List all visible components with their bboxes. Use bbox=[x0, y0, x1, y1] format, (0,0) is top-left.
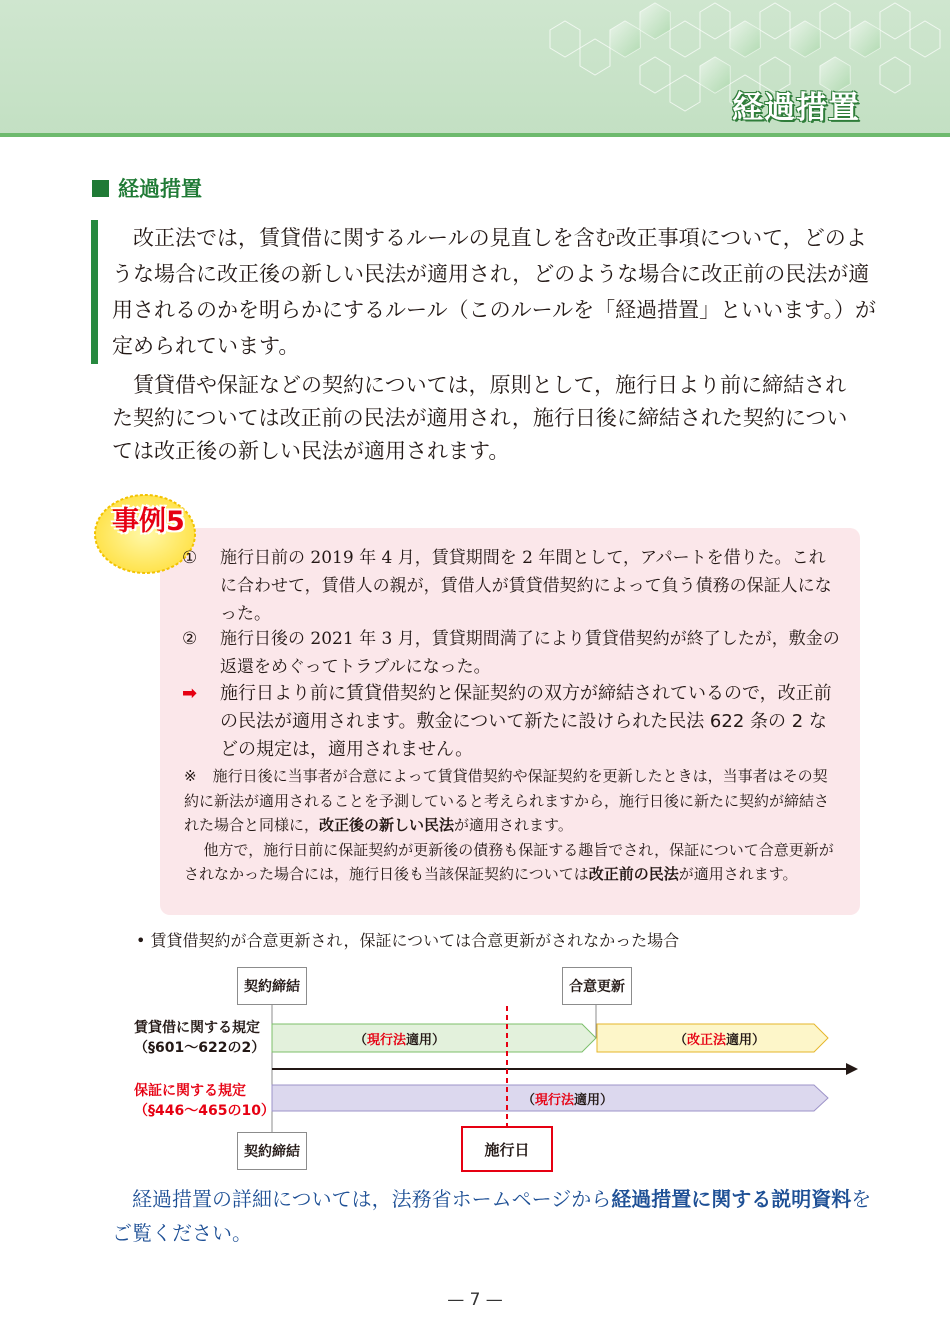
case-item-2 bbox=[182, 625, 842, 681]
note-text: が適用されます。 bbox=[454, 816, 573, 834]
case-item-text: 施行日後の 2021 年 3 月，賃貸期間満了により賃貸借契約が終了したが，敷金の返還をめぐってトラブルになった。 bbox=[220, 629, 840, 677]
renewal-label: 合意更新 bbox=[562, 967, 632, 1005]
row-label-lease bbox=[134, 1018, 265, 1058]
effective-date-label: 施行日 bbox=[461, 1126, 553, 1172]
law-suffix: 適用） bbox=[726, 1033, 766, 1048]
case-result bbox=[182, 680, 842, 764]
note-emphasis: 改正後の新しい民法 bbox=[319, 816, 455, 834]
body-paragraph: 賃貸借や保証などの契約については，原則として，施行日より前に締結された契約については改正前の民法が適用され，施行日後に締結された契約については改正後の新しい民法が適用されます。 bbox=[112, 373, 848, 463]
note-emphasis: 改正前の民法 bbox=[588, 865, 679, 883]
note-text: 他方で，施行日前に保証契約が更新後の債務も保証する趣旨でされ，保証について合意更新がされなかった場合には，施行日後も当該保証契約については bbox=[184, 840, 834, 883]
bar-label-revised-law bbox=[674, 1029, 765, 1048]
time-axis-arrowhead bbox=[846, 1063, 858, 1075]
law-suffix: 適用） bbox=[406, 1033, 446, 1048]
header-title: 経過措置 bbox=[732, 90, 860, 126]
timeline-diagram bbox=[0, 958, 950, 1173]
case-item-number: ① bbox=[182, 548, 198, 568]
paren: （ bbox=[674, 1033, 688, 1048]
law-name: 改正法 bbox=[687, 1033, 727, 1048]
bar-label-current-law bbox=[354, 1029, 445, 1048]
case-item-number: ② bbox=[182, 629, 198, 649]
note-paragraph-2 bbox=[184, 838, 840, 887]
page-header-band bbox=[0, 0, 950, 137]
square-bullet-icon bbox=[92, 180, 109, 197]
contract-label-bottom: 契約締結 bbox=[237, 1132, 307, 1170]
bar-label-guarantee-law bbox=[522, 1089, 613, 1108]
note-text: が適用されます。 bbox=[678, 865, 798, 883]
footer-text: 経過措置の詳細については，法務省ホームページから bbox=[132, 1187, 612, 1211]
page-number: — 7 — bbox=[447, 1290, 503, 1310]
hexagon-pattern bbox=[510, 0, 950, 133]
law-name: 現行法 bbox=[535, 1093, 575, 1108]
footer-link-text[interactable]: 経過措置に関する説明資料 bbox=[611, 1187, 852, 1211]
footer-paragraph bbox=[112, 1182, 872, 1250]
diagram-caption: • 賃貸借契約が合意更新され，保証については合意更新がされなかった場合 bbox=[136, 931, 680, 950]
lead-paragraph: 改正法では，賃貸借に関するルールの見直しを含む改正事項について，どのような場合に改正後の新しい民法が適用され，どのような場合に改正前の民法が適用されるのかを明らかにするルール（このルールを「経過措置」といいます。）が定められています。 bbox=[91, 220, 882, 364]
section-heading bbox=[92, 173, 202, 203]
paren: （ bbox=[522, 1093, 536, 1108]
row-subtitle: （§446〜465の10） bbox=[134, 1103, 275, 1119]
law-suffix: 適用） bbox=[574, 1093, 614, 1108]
row-subtitle: （§601〜622の2） bbox=[134, 1040, 266, 1056]
section-heading-text: 経過措置 bbox=[118, 177, 202, 201]
case-badge-label: 事例5 bbox=[112, 506, 185, 537]
note-paragraph-1 bbox=[184, 764, 840, 838]
case-item-1 bbox=[182, 544, 842, 628]
row-label-guarantee bbox=[134, 1081, 275, 1121]
note-text: 施行日後に当事者が合意によって賃貸借契約や保証契約を更新したときは，当事者はその契約に新法が適用されることを予測していると考えられますから，施行日後に新たに契約が締結された場合と同様に， bbox=[184, 767, 830, 834]
law-name: 現行法 bbox=[367, 1033, 407, 1048]
footer-text: をご覧ください。 bbox=[112, 1187, 872, 1245]
row-title: 賃貸借に関する規定 bbox=[134, 1020, 260, 1036]
note-mark: ※ bbox=[184, 767, 197, 785]
case-item-text: 施行日前の 2019 年 4 月，賃貸期間を 2 年間として，アパートを借りた。これに合わせて，賃借人の親が，賃借人が賃貸借契約によって負う債務の保証人になった。 bbox=[220, 548, 832, 624]
row-title: 保証に関する規定 bbox=[134, 1083, 246, 1099]
case-result-text: 施行日より前に賃貸借契約と保証契約の双方が締結されているので，改正前の民法が適用されます。敷金について新たに設けられた民法 622 条の 2 などの規定は，適用されません。 bbox=[220, 683, 832, 760]
paren: （ bbox=[354, 1033, 368, 1048]
right-arrow-icon: ➡ bbox=[182, 683, 198, 704]
contract-label-top: 契約締結 bbox=[237, 967, 307, 1005]
case-note bbox=[184, 764, 840, 887]
